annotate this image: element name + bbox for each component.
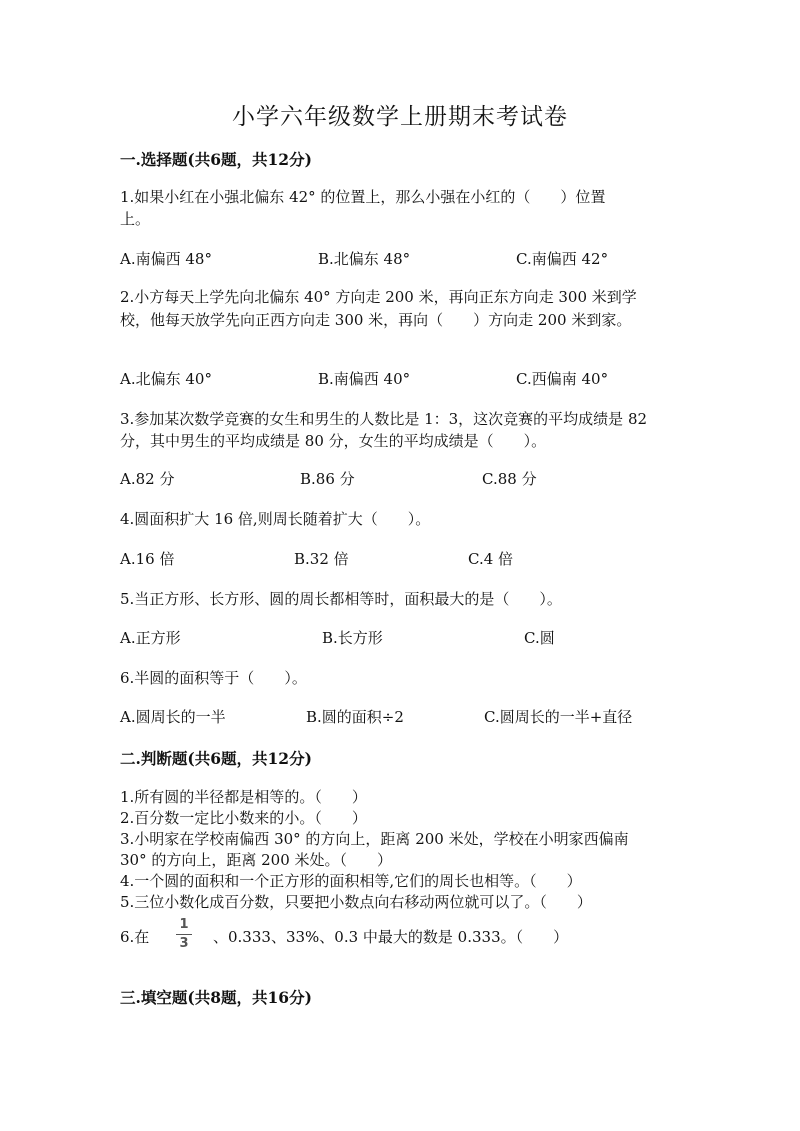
question-2-line-2: 校，他每天放学先向正西方向走 300 米，再向（ ）方向走 200 米到家。 bbox=[120, 311, 632, 329]
judgement-item-3-line-1: 3.小明家在学校南偏西 30° 的方向上，距离 200 米处，学校在小明家西偏南 bbox=[120, 830, 629, 848]
question-5-option-c: C.圆 bbox=[524, 629, 555, 647]
question-1-option-b: B.北偏东 48° bbox=[318, 250, 411, 268]
question-2-option-a: A.北偏东 40° bbox=[120, 370, 212, 388]
question-2-line-1: 2.小方每天上学先向北偏东 40° 方向走 200 米，再向正东方向走 300 米到学 bbox=[120, 288, 637, 306]
judgement-item-1: 1.所有圆的半径都是相等的。（ ） bbox=[120, 788, 367, 806]
section-heading-fill-blank: 三.填空题(共8题，共16分) bbox=[120, 988, 312, 1007]
question-6-line-1: 6.半圆的面积等于（ ）。 bbox=[120, 669, 307, 687]
judgement-item-4: 4.一个圆的面积和一个正方形的面积相等,它们的周长也相等。（ ） bbox=[120, 872, 582, 890]
fraction-bar bbox=[176, 934, 192, 935]
question-2-option-b: B.南偏西 40° bbox=[318, 370, 411, 388]
question-5-line-1: 5.当正方形、长方形、圆的周长都相等时，面积最大的是（ ）。 bbox=[120, 590, 562, 608]
question-3-line-1: 3.参加某次数学竞赛的女生和男生的人数比是 1：3，这次竞赛的平均成绩是 82 bbox=[120, 410, 648, 428]
question-1-option-a: A.南偏西 48° bbox=[120, 250, 212, 268]
question-1-line-1: 1.如果小红在小强北偏东 42° 的位置上，那么小强在小红的（ ）位置 bbox=[120, 188, 606, 206]
question-4-option-a: A.16 倍 bbox=[120, 550, 175, 568]
question-1-option-c: C.南偏西 42° bbox=[516, 250, 609, 268]
section-heading-judgement: 二.判断题(共6题，共12分) bbox=[120, 749, 312, 768]
question-6-option-a: A.圆周长的一半 bbox=[120, 708, 226, 726]
fraction-denominator: 3 bbox=[179, 936, 189, 951]
question-6-option-b: B.圆的面积÷2 bbox=[306, 708, 404, 726]
judgement-item-5: 5.三位小数化成百分数，只要把小数点向右移动两位就可以了。（ ） bbox=[120, 893, 592, 911]
question-3-option-a: A.82 分 bbox=[120, 470, 175, 488]
question-2-option-c: C.西偏南 40° bbox=[516, 370, 609, 388]
question-4-line-1: 4.圆面积扩大 16 倍,则周长随着扩大（ ）。 bbox=[120, 510, 431, 528]
judgement-item-6-suffix: 、0.333、33%、0.3 中最大的数是 0.333。（ ） bbox=[213, 928, 569, 946]
question-4-option-c: C.4 倍 bbox=[468, 550, 514, 568]
question-6-option-c: C.圆周长的一半+直径 bbox=[484, 708, 633, 726]
question-3-option-c: C.88 分 bbox=[482, 470, 537, 488]
judgement-item-3-line-2: 30° 的方向上，距离 200 米处。（ ） bbox=[120, 851, 393, 869]
question-4-option-b: B.32 倍 bbox=[294, 550, 349, 568]
question-5-option-a: A.正方形 bbox=[120, 629, 181, 647]
fraction-one-third bbox=[176, 918, 192, 951]
question-3-line-2: 分，其中男生的平均成绩是 80 分，女生的平均成绩是（ ）。 bbox=[120, 432, 547, 450]
question-5-option-b: B.长方形 bbox=[322, 629, 383, 647]
judgement-item-6-prefix: 6.在 bbox=[120, 928, 150, 946]
question-1-line-2: 上。 bbox=[120, 210, 151, 228]
section-heading-choice: 一.选择题(共6题，共12分) bbox=[120, 150, 312, 169]
fraction-numerator: 1 bbox=[179, 917, 189, 932]
page-title: 小学六年级数学上册期末考试卷 bbox=[232, 104, 568, 130]
question-3-option-b: B.86 分 bbox=[300, 470, 355, 488]
judgement-item-2: 2.百分数一定比小数来的小。（ ） bbox=[120, 809, 367, 827]
